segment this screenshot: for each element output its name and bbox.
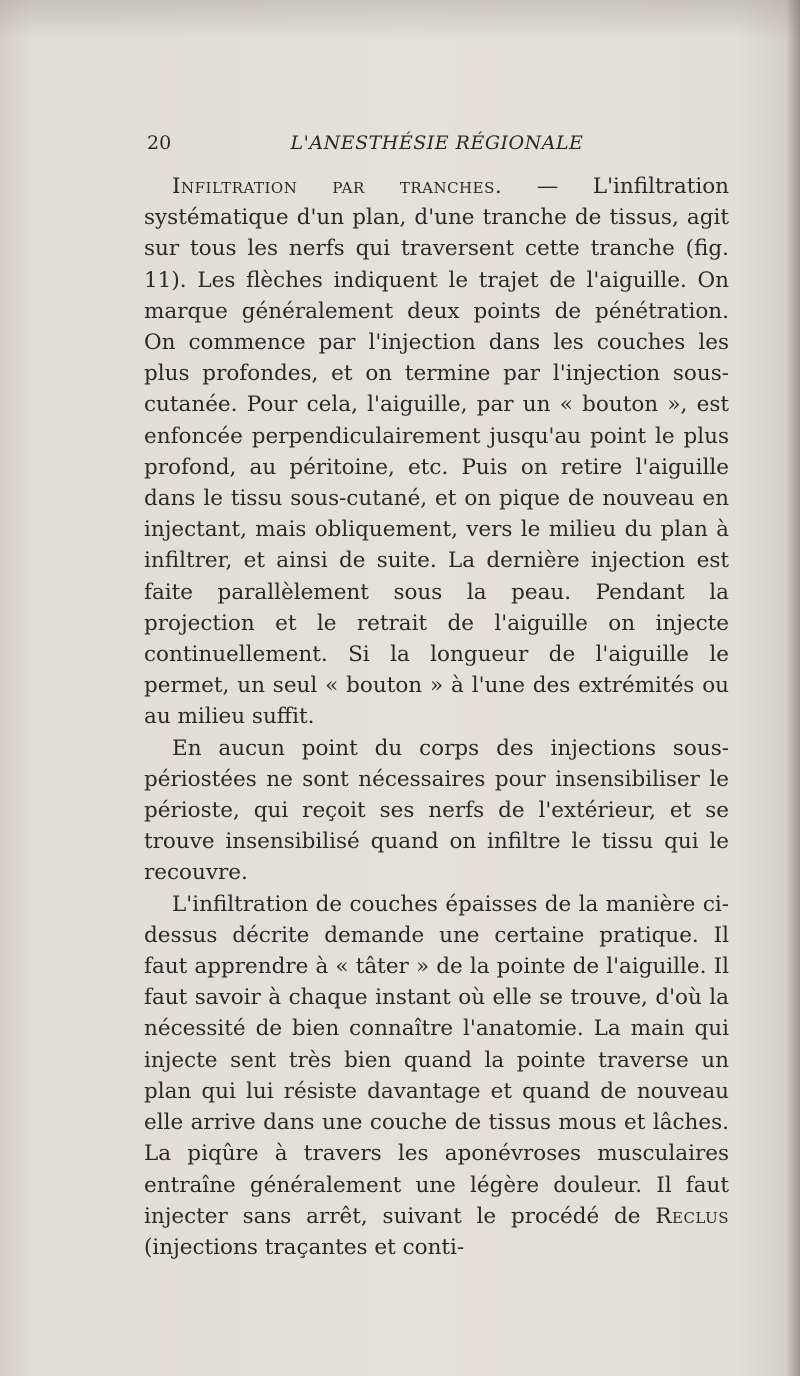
paragraph-2: En aucun point du corps des injections sous-périostées ne sont nécessaires pour insensibiliser le périoste, qui reçoit ses nerfs de l'extérieur, et se trouve insensibilisé quand on infiltre le tissu qui le recouvre.: [144, 735, 729, 886]
page-number: 20: [147, 132, 172, 154]
paragraph-3-text-before: L'infiltration de couches épaisses de la manière ci-dessus décrite demande une certaine pratique. Il faut apprendre à « tâter » de la pointe de l'aiguille. Il faut savoir à chaque instant où elle se trouve, d'où la nécessité de bien connaître l'anatomie. La main qui injecte sent très bien quand la pointe traverse un plan qui lui résiste davantage et quand de nouveau elle arrive dans une couche de tissus mous et lâches. La piqûre à travers les aponévroses musculaires entraîne généralement une légère douleur. Il faut injecter sans arrêt, suivant le procédé de: [144, 891, 729, 1229]
paragraph-3: [144, 889, 729, 1263]
author-name: Reclus: [655, 1203, 729, 1229]
paragraph-1: [144, 171, 729, 733]
page-right-shadow: [786, 0, 800, 1376]
page-top-shadow: [0, 0, 800, 40]
body-text: [144, 171, 729, 1263]
section-lead: Infiltration par tranches.: [172, 174, 503, 199]
paragraph-3-text-after: (injections traçantes et conti-: [144, 1234, 465, 1260]
running-title: L'ANESTHÉSIE RÉGIONALE: [290, 132, 584, 154]
paragraph-1-text: — L'infiltration systématique d'un plan, d'une tranche de tissus, agit sur tous les nerfs qui traversent cette tranche (fig. 11). Les flèches indiquent le trajet de l'aiguille. On marque généralement deux points de pénétration. On commence par l'injection dans les couches les plus profondes, et on termine par l'injection sous-cutanée. Pour cela, l'aiguille, par un « bouton », est enfoncée perpendiculairement jusqu'au point le plus profond, au péritoine, etc. Puis on retire l'aiguille dans le tissu sous-cutané, et on pique de nouveau en injectant, mais obliquement, vers le milieu du plan à infiltrer, et ainsi de suite. La dernière injection est faite parallèlement sous la peau. Pendant la projection et le retrait de l'aiguille on injecte continuellement. Si la longueur de l'aiguille le permet, un seul « bouton » à l'une des extrémités ou au milieu suffit.: [144, 174, 729, 730]
page-header: [147, 132, 727, 160]
